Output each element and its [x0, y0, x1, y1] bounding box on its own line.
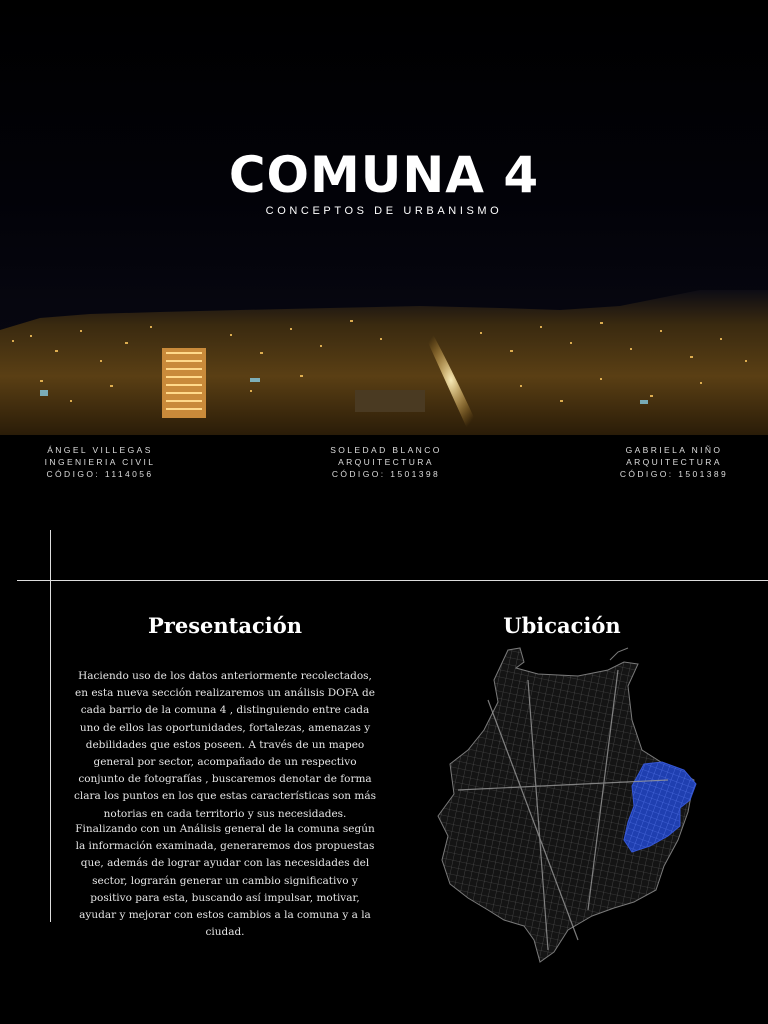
- author-name: GABRIELA NIÑO: [625, 445, 723, 455]
- presentacion-paragraph-1: Haciendo uso de los datos anteriormente recolectados, en esta nueva sección realizaremos un análisis DOFA de cada barrio de la comuna 4 , distinguiendo entre cada uno de ellos las oportunidades, fortalezas, amenazas y debilidades que estos poseen. A través de un mapeo general por sector, acompañado de un respectivo conjunto de fotografías , buscaremos denotar de forma clara los puntos en los que estas características son más notorias en cada territorio y sus necesidades.: [74, 670, 376, 820]
- page-subtitle: CONCEPTOS DE URBANISMO: [265, 205, 503, 217]
- page-title: COMUNA 4: [228, 146, 540, 204]
- city-night-photo: [0, 290, 768, 435]
- author-code: CÓDIGO: 1501398: [331, 469, 441, 479]
- author-1: [30, 444, 170, 480]
- author-code: CÓDIGO: 1501389: [619, 469, 729, 479]
- authors-row: [0, 444, 768, 484]
- author-3: [604, 444, 744, 480]
- author-program: ARQUITECTURA: [338, 457, 434, 467]
- vertical-divider: [50, 530, 51, 922]
- location-map: [428, 640, 708, 970]
- author-program: INGENIERIA CIVIL: [44, 457, 156, 467]
- author-name: ÁNGEL VILLEGAS: [47, 445, 153, 455]
- ubicacion-heading: Ubicación: [503, 613, 621, 638]
- hero-banner: [0, 0, 768, 435]
- horizontal-divider: [17, 580, 768, 581]
- author-code: CÓDIGO: 1114056: [46, 469, 154, 479]
- author-2: [316, 444, 456, 480]
- presentacion-paragraph-2: Finalizando con un Análisis general de la comuna según la información examinada, generaremos dos propuestas que, además de lograr ayudar con las necesidades del sector, lograrán generar un cambio significativo y positivo para esta, buscando así impulsar, motivar, ayudar y mejorar con estos cambios a la comuna y a la ciudad.: [75, 823, 375, 939]
- presentacion-heading: Presentación: [147, 613, 302, 638]
- author-name: SOLEDAD BLANCO: [330, 445, 442, 455]
- author-program: ARQUITECTURA: [626, 457, 722, 467]
